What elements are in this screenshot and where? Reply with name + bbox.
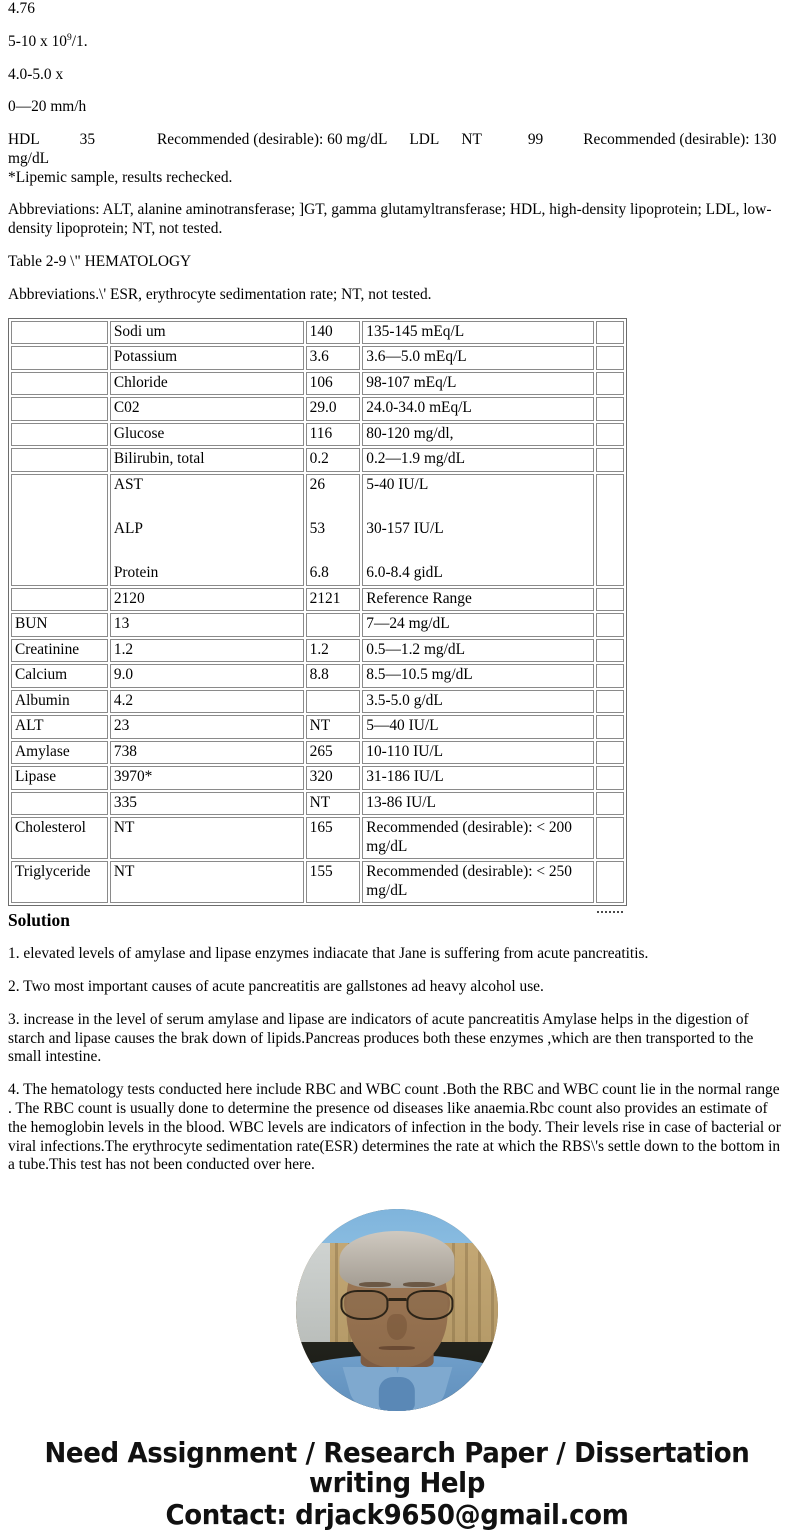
solution-item-2: 2. Two most important causes of acute pancreatitis are gallstones ad heavy alcohol use. bbox=[8, 978, 544, 996]
table-row bbox=[11, 423, 624, 446]
spacer bbox=[8, 997, 786, 1011]
table-cell-spacer bbox=[596, 372, 624, 395]
table-cell-range: 24.0-34.0 mEq/L bbox=[362, 397, 594, 420]
photo-lens-right bbox=[406, 1290, 454, 1320]
table-cell-line: 6.0-8.4 gidL bbox=[366, 564, 443, 582]
table-row bbox=[11, 372, 624, 395]
table-cell-value-2: 320 bbox=[306, 766, 361, 789]
table-cell-enzyme-ranges bbox=[362, 474, 594, 586]
table-cell-analyte: Lipase bbox=[11, 766, 108, 789]
table-cell-value-2: 116 bbox=[306, 423, 361, 446]
table-cell-value-1: 2120 bbox=[110, 588, 304, 611]
table-row bbox=[11, 588, 624, 611]
spacer bbox=[8, 187, 786, 201]
table-cell-value-2: 8.8 bbox=[306, 664, 361, 687]
solution-item-4: 4. The hematology tests conducted here include RBC and WBC count .Both the RBC and WBC count lie in the normal range . The RBC count is usually done to determine the presence od diseases like anaemia.Rbc count also provides an estimate of the hemoglobin levels in the blood. WBC levels are indicators of infection in the body. Their levels rise in case of bacterial or viral infections.The erythrocyte sedimentation rate(ESR) determines the rate at which the RBS\'s settle down to the bottom in a tube.This test has not been conducted over here. bbox=[8, 1081, 781, 1174]
footer-line-2: writing Help bbox=[308, 1466, 486, 1500]
table-cell-value-2: 29.0 bbox=[306, 397, 361, 420]
spacer bbox=[8, 117, 786, 131]
table-cell-line: ALP bbox=[113, 519, 143, 537]
table-cell-analyte: Albumin bbox=[11, 690, 108, 713]
spacer bbox=[8, 931, 786, 945]
table-row bbox=[11, 741, 624, 764]
spacer bbox=[8, 1067, 786, 1081]
lab-results-table bbox=[8, 318, 627, 907]
table-cell-enzyme-values bbox=[306, 474, 361, 586]
table-row bbox=[11, 664, 624, 687]
cell-count-prefix: 5-10 x 10 bbox=[8, 32, 67, 50]
table-cell-range: 135-145 mEq/L bbox=[362, 321, 594, 344]
table-cell-range: 0.2—1.9 mg/dL bbox=[362, 448, 594, 471]
spacer bbox=[8, 52, 786, 66]
footer-advert bbox=[35, 1438, 759, 1530]
table-cell-line: 6.8 bbox=[309, 564, 329, 582]
table-cell-range: 98-107 mEq/L bbox=[362, 372, 594, 395]
table-cell-line: 5-40 IU/L bbox=[366, 475, 429, 493]
table-dotted-tail bbox=[597, 910, 623, 913]
table-cell-value-2: 1.2 bbox=[306, 639, 361, 662]
table-cell-analyte: Amylase bbox=[11, 741, 108, 764]
table-cell-value-2: 3.6 bbox=[306, 346, 361, 369]
photo-hair bbox=[339, 1231, 454, 1288]
photo-mouth bbox=[379, 1346, 415, 1350]
table-cell-value-1: Potassium bbox=[110, 346, 304, 369]
footer-contact-line: Contact: drjack9650@gmail.com bbox=[165, 1497, 629, 1531]
table-cell-analyte: Calcium bbox=[11, 664, 108, 687]
table-cell-value-1: Chloride bbox=[110, 372, 304, 395]
table-row bbox=[11, 715, 624, 738]
table-caption: Table 2-9 \" HEMATOLOGY bbox=[8, 253, 192, 271]
table-cell-value-1: Bilirubin, total bbox=[110, 448, 304, 471]
table-cell-analyte: Creatinine bbox=[11, 639, 108, 662]
table-cell-analyte: ALT bbox=[11, 715, 108, 738]
photo-collar-center bbox=[379, 1377, 415, 1411]
lab-table-body bbox=[11, 321, 624, 904]
table-cell-range: 10-110 IU/L bbox=[362, 741, 594, 764]
cell-count-suffix: /1. bbox=[71, 32, 88, 50]
photo-background-door bbox=[296, 1243, 330, 1348]
table-row bbox=[11, 448, 624, 471]
table-cell-spacer bbox=[596, 588, 624, 611]
table-row bbox=[11, 861, 624, 903]
table-cell-value-1: 335 bbox=[110, 792, 304, 815]
portrait-photo-container bbox=[8, 1209, 786, 1416]
hdl-value: 35 bbox=[79, 131, 96, 149]
table-cell-analyte bbox=[11, 346, 108, 369]
table-cell-spacer bbox=[596, 690, 624, 713]
table-cell-spacer bbox=[596, 613, 624, 636]
table-cell-spacer bbox=[596, 861, 624, 903]
table-cell-analyte bbox=[11, 397, 108, 420]
table-cell-spacer bbox=[596, 792, 624, 815]
cell-count-exponent: 9 bbox=[67, 31, 72, 43]
ldl-label: LDL bbox=[409, 131, 440, 149]
table-cell-range: 5—40 IU/L bbox=[362, 715, 594, 738]
table-cell-spacer bbox=[596, 664, 624, 687]
table-cell-analyte bbox=[11, 372, 108, 395]
table-cell-value-1: NT bbox=[110, 861, 304, 903]
table-row bbox=[11, 346, 624, 369]
table-cell-range: 3.6—5.0 mEq/L bbox=[362, 346, 594, 369]
portrait-photo bbox=[296, 1209, 498, 1411]
table-cell-analyte: BUN bbox=[11, 613, 108, 636]
table-row bbox=[11, 792, 624, 815]
table-cell-spacer bbox=[596, 474, 624, 586]
table-cell-analyte bbox=[11, 423, 108, 446]
spacer bbox=[8, 84, 786, 98]
hdl-range: Recommended (desirable): 60 mg/dL bbox=[157, 131, 388, 149]
table-cell-value-1: 3970* bbox=[110, 766, 304, 789]
spacer bbox=[8, 272, 786, 286]
footer-line-1: Need Assignment / Research Paper / Dissertation bbox=[44, 1436, 750, 1470]
ldl-nt: NT bbox=[461, 131, 482, 149]
table-row bbox=[11, 613, 624, 636]
spacer bbox=[8, 239, 786, 253]
table-cell-value-2 bbox=[306, 613, 361, 636]
photo-lens-bridge bbox=[388, 1298, 406, 1300]
table-cell-enzyme-names bbox=[110, 474, 304, 586]
table-row bbox=[11, 817, 624, 859]
table-row bbox=[11, 639, 624, 662]
spacer bbox=[8, 19, 786, 33]
table-cell-spacer bbox=[596, 397, 624, 420]
table-cell-value-1: C02 bbox=[110, 397, 304, 420]
table-cell-spacer bbox=[596, 321, 624, 344]
table-cell-analyte bbox=[11, 474, 108, 586]
table-cell-spacer bbox=[596, 817, 624, 859]
table-cell-analyte bbox=[11, 321, 108, 344]
solution-heading: Solution bbox=[8, 910, 70, 931]
table-cell-range: Recommended (desirable): < 250 mg/dL bbox=[362, 861, 594, 903]
table-cell-line: Protein bbox=[113, 564, 159, 582]
table-cell-range: 3.5-5.0 g/dL bbox=[362, 690, 594, 713]
table-cell-range: 8.5—10.5 mg/dL bbox=[362, 664, 594, 687]
table-cell-range: Reference Range bbox=[362, 588, 594, 611]
photo-eyebrow-right bbox=[403, 1282, 435, 1287]
ldl-value: 99 bbox=[527, 131, 544, 149]
table-cell-value-2: 106 bbox=[306, 372, 361, 395]
table-cell-analyte bbox=[11, 448, 108, 471]
table-cell-line: 30-157 IU/L bbox=[366, 519, 444, 537]
table-cell-range: 0.5—1.2 mg/dL bbox=[362, 639, 594, 662]
photo-lens-left bbox=[340, 1290, 388, 1320]
table-cell-value-2: 2121 bbox=[306, 588, 361, 611]
table-cell-range: 7—24 mg/dL bbox=[362, 613, 594, 636]
table-cell-analyte bbox=[11, 588, 108, 611]
table-cell-analyte: Triglyceride bbox=[11, 861, 108, 903]
abbreviations-chemistry: Abbreviations: ALT, alanine aminotransferase; ]GT, gamma glutamyltransferase; HDL, high-density lipoprotein; LDL, low-density lipoprotein; NT, not tested. bbox=[8, 201, 772, 238]
table-cell-range: 31-186 IU/L bbox=[362, 766, 594, 789]
intro-line-1: 4.76 bbox=[8, 0, 35, 17]
intro-line-2: 4.0-5.0 x bbox=[8, 65, 64, 83]
abbreviations-hematology: Abbreviations.\' ESR, erythrocyte sedimentation rate; NT, not tested. bbox=[8, 285, 432, 303]
hdl-label: HDL bbox=[8, 131, 40, 149]
table-cell-value-1: Sodi um bbox=[110, 321, 304, 344]
table-cell-spacer bbox=[596, 715, 624, 738]
table-cell-value-2: 265 bbox=[306, 741, 361, 764]
table-row-enzymes bbox=[11, 474, 624, 586]
lipemic-note: *Lipemic sample, results rechecked. bbox=[8, 168, 233, 186]
table-row bbox=[11, 690, 624, 713]
table-cell-value-2: 165 bbox=[306, 817, 361, 859]
table-cell-value-1: 738 bbox=[110, 741, 304, 764]
table-cell-value-1: 1.2 bbox=[110, 639, 304, 662]
table-cell-spacer bbox=[596, 741, 624, 764]
table-cell-spacer bbox=[596, 423, 624, 446]
table-cell-spacer bbox=[596, 639, 624, 662]
table-cell-value-1: 9.0 bbox=[110, 664, 304, 687]
table-cell-analyte: Cholesterol bbox=[11, 817, 108, 859]
table-cell-value-2: 155 bbox=[306, 861, 361, 903]
table-row bbox=[11, 397, 624, 420]
table-cell-value-2: 140 bbox=[306, 321, 361, 344]
solution-item-3: 3. increase in the level of serum amylase and lipase are indicators of acute pancreatitis Amylase helps in the digestion of starch and lipase causes the brak down of lipids.Pancreas produces both these enzymes ,which are then transported to the small intestine. bbox=[8, 1010, 754, 1066]
table-cell-line: 26 bbox=[309, 475, 326, 493]
table-cell-value-2: 0.2 bbox=[306, 448, 361, 471]
table-cell-value-2: NT bbox=[306, 715, 361, 738]
table-cell-line: 53 bbox=[309, 519, 326, 537]
table-cell-line: AST bbox=[113, 475, 143, 493]
table-cell-value-1: 13 bbox=[110, 613, 304, 636]
table-cell-spacer bbox=[596, 346, 624, 369]
table-cell-value-1: 4.2 bbox=[110, 690, 304, 713]
cell-count-line bbox=[8, 33, 786, 52]
ldl-range: Recommended (desirable): 130 mg/dL bbox=[8, 131, 777, 167]
table-cell-value-1: Glucose bbox=[110, 423, 304, 446]
table-cell-range: 80-120 mg/dl, bbox=[362, 423, 594, 446]
table-cell-spacer bbox=[596, 766, 624, 789]
table-cell-range: 13-86 IU/L bbox=[362, 792, 594, 815]
photo-eyebrow-left bbox=[359, 1282, 391, 1287]
table-cell-value-1: 23 bbox=[110, 715, 304, 738]
table-row bbox=[11, 766, 624, 789]
table-cell-value-2: NT bbox=[306, 792, 361, 815]
intro-line-3: 0—20 mm/h bbox=[8, 98, 87, 116]
table-cell-analyte bbox=[11, 792, 108, 815]
table-row bbox=[11, 321, 624, 344]
table-cell-value-2 bbox=[306, 690, 361, 713]
table-cell-range: Recommended (desirable): < 200 mg/dL bbox=[362, 817, 594, 859]
lipid-summary-line bbox=[8, 131, 786, 169]
spacer bbox=[8, 964, 786, 978]
table-cell-spacer bbox=[596, 448, 624, 471]
solution-item-1: 1. elevated levels of amylase and lipase enzymes indiacate that Jane is suffering from acute pancreatitis. bbox=[8, 945, 649, 963]
table-cell-value-1: NT bbox=[110, 817, 304, 859]
